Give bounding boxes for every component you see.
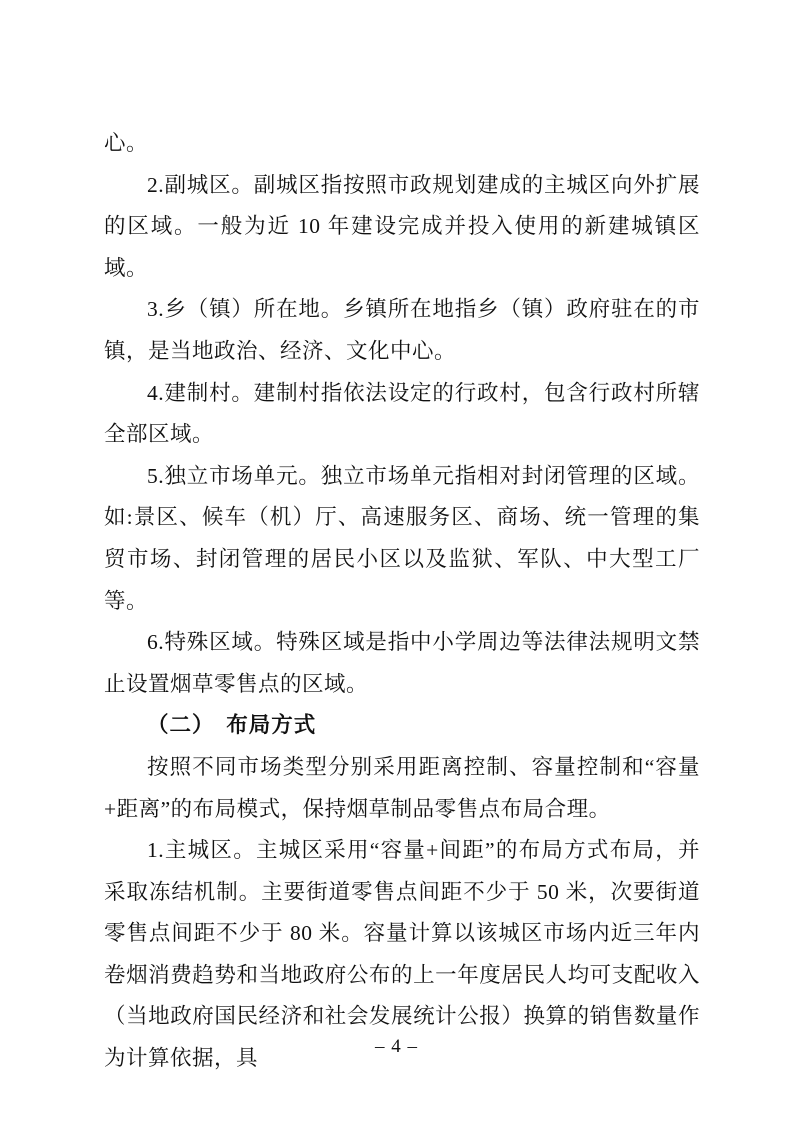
paragraph: 按照不同市场类型分别采用距离控制、容量控制和“容量+距离”的布局模式，保持烟草制品零售点布局合理。	[104, 754, 700, 821]
paragraph: 1.主城区。主城区采用“容量+间距”的布局方式布局，并采取冻结机制。主要街道零售点间距不少于 50 米，次要街道零售点间距不少于 80 米。容量计算以该城区市场内近三年内卷烟消费趋势和当地政府公布的上一年度居民人均可支配收入（当地政府国民经济和社会发展统计公报）换算的销售数量作为计算依据，具	[104, 838, 700, 1071]
paragraph: 5.独立市场单元。独立市场单元指相对封闭管理的区域。如:景区、候车（机）厅、高速服务区、商场、统一管理的集贸市场、封闭管理的居民小区以及监狱、军队、中大型工厂等。	[104, 463, 700, 613]
paragraph: 6.特殊区域。特殊区域是指中小学周边等法律法规明文禁止设置烟草零售点的区域。	[104, 630, 700, 696]
document-body	[104, 123, 700, 1080]
paragraph: 2.副城区。副城区指按照市政规划建成的主城区向外扩展的区域。一般为近 10 年建设完成并投入使用的新建城镇区域。	[104, 172, 700, 280]
paragraph: 心。	[104, 131, 149, 155]
section-heading: （二） 布局方式	[147, 713, 317, 738]
page-number: – 4 –	[375, 1036, 418, 1057]
paragraph: 3.乡（镇）所在地。乡镇所在地指乡（镇）政府驻在的市镇，是当地政治、经济、文化中心。	[104, 297, 700, 363]
paragraph: 4.建制村。建制村指依法设定的行政村，包含行政村所辖全部区域。	[104, 380, 700, 447]
